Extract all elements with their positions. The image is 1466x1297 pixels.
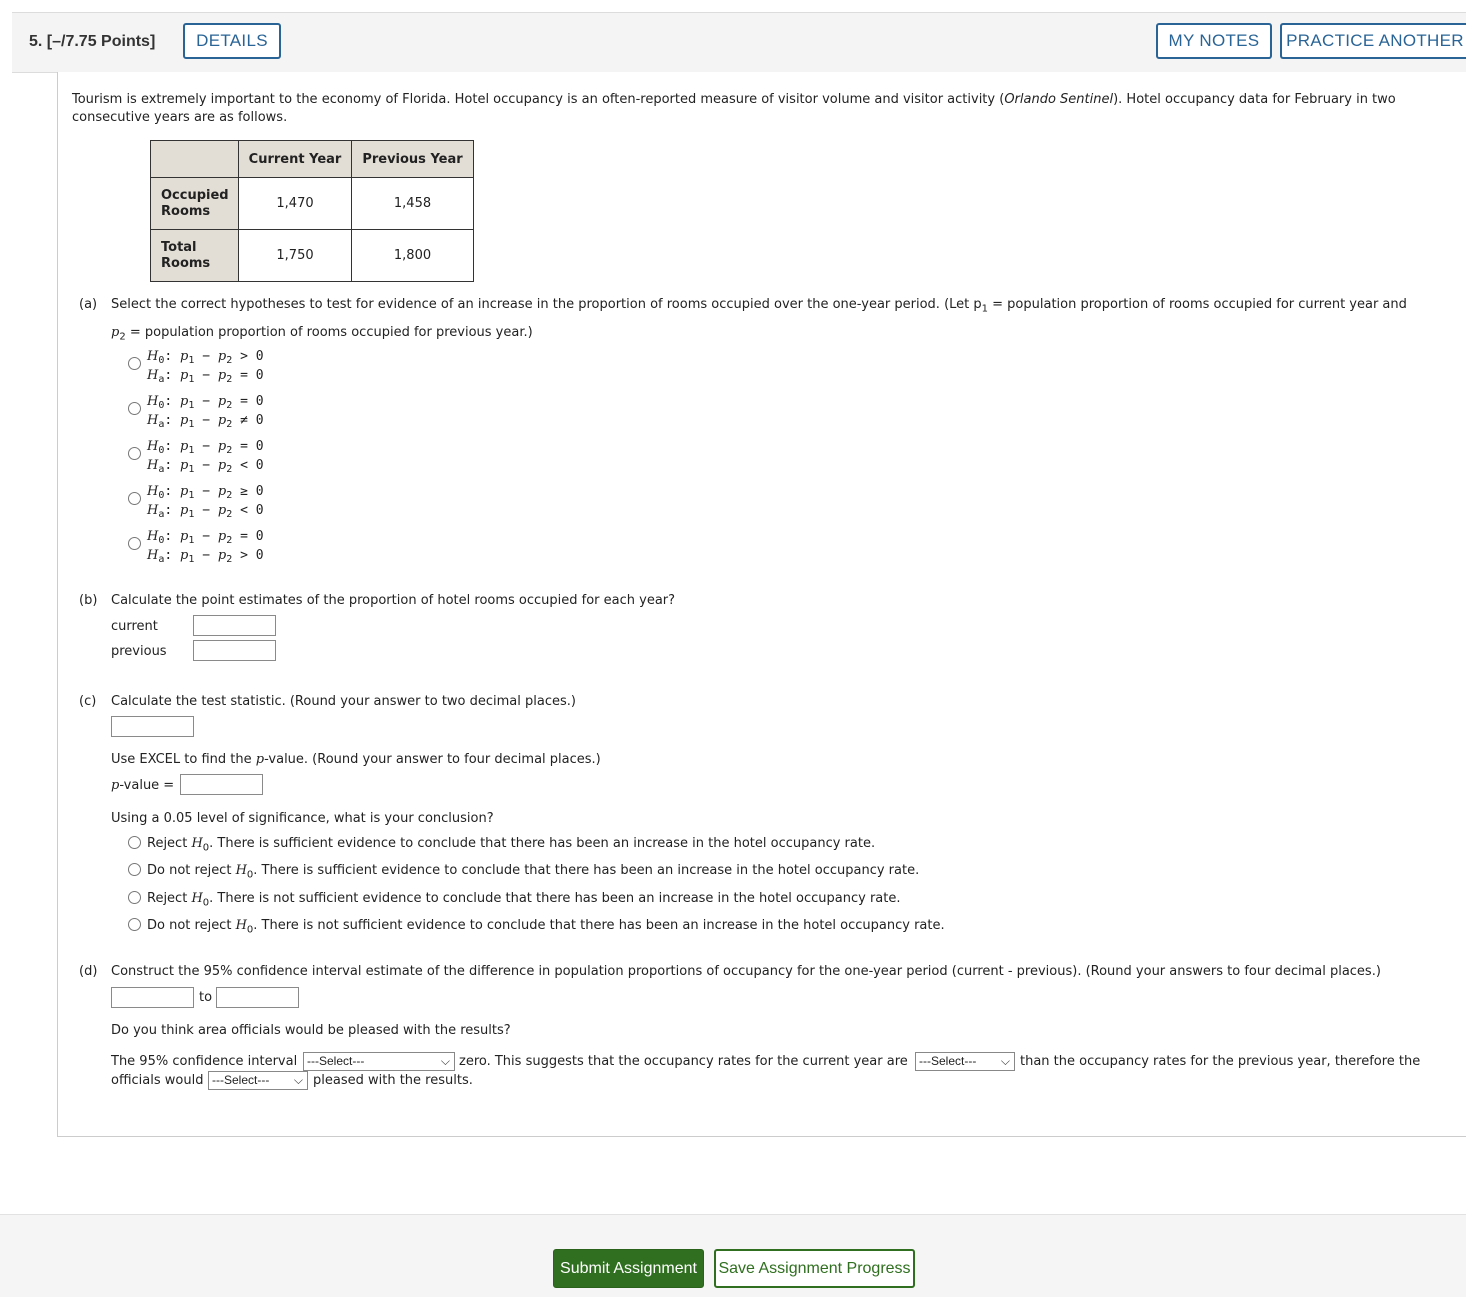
conclusion-option-4-radio[interactable] <box>128 918 141 931</box>
conclusion-question: Using a 0.05 level of significance, what is your conclusion? <box>111 811 494 826</box>
hypothesis-option-1-radio[interactable] <box>128 357 141 370</box>
officials-pleased-select[interactable]: ---Select--- ⌵ <box>208 1071 308 1090</box>
cell-total-current: 1,750 <box>239 230 352 282</box>
source-name: Orlando Sentinel <box>1004 92 1114 107</box>
test-statistic-input[interactable] <box>111 716 194 737</box>
sentence-part-4: officials would <box>111 1073 204 1088</box>
previous-label: previous <box>111 644 167 659</box>
current-estimate-input[interactable] <box>193 615 276 636</box>
practice-another-button[interactable]: PRACTICE ANOTHER <box>1280 23 1466 59</box>
table-corner <box>151 141 239 178</box>
part-a-label: (a) <box>79 297 98 312</box>
sentence-part-3: than the occupancy rates for the previous year, therefore the <box>1020 1054 1421 1069</box>
chevron-down-icon: ⌵ <box>1000 1054 1010 1068</box>
conclusion-option-2-radio[interactable] <box>128 863 141 876</box>
question-points-label: 5. [–/7.75 Points] <box>29 33 156 50</box>
question-header <box>12 12 1466 73</box>
row-label-total: Total Rooms <box>151 230 239 282</box>
hypothesis-option-5: $H_0$: $p_1 - p_2 = 0$ $H_a$: $p_1 - p_2 > 0$ <box>147 529 264 565</box>
part-c-label: (c) <box>79 694 97 709</box>
chevron-down-icon: ⌵ <box>293 1073 303 1087</box>
hypothesis-option-5-radio[interactable] <box>128 537 141 550</box>
current-label: current <box>111 619 158 634</box>
part-d-question: Construct the 95% confidence interval estimate of the difference in population proportions of occupancy for the one-year period (current - previous). (Round your answers to four decimal places.) <box>111 964 1381 979</box>
ci-to-label: to <box>199 990 213 1005</box>
ci-lower-input[interactable] <box>111 987 194 1008</box>
hypothesis-option-1: $H_0$: $p_1 - p_2 > 0$ $H_a$: $p_1 - p_2 = 0$ <box>147 349 264 385</box>
hypothesis-option-4: $H_0$: $p_1 - p_2 \ge 0$ $H_a$: $p_1 - p_2 < 0$ <box>147 484 264 520</box>
conclusion-option-3-radio[interactable] <box>128 891 141 904</box>
my-notes-button[interactable]: MY NOTES <box>1156 23 1272 59</box>
part-d-label: (d) <box>79 964 98 979</box>
submit-assignment-button[interactable]: Submit Assignment <box>553 1249 704 1288</box>
conclusion-option-3: Reject $H_0$. There is not sufficient evidence to conclude that there has been an increase in the hotel occupancy rate. <box>147 891 901 909</box>
sentence-part-5: pleased with the results. <box>313 1073 473 1088</box>
pleased-question: Do you think area officials would be pleased with the results? <box>111 1023 511 1038</box>
ci-position-select[interactable]: ---Select--- ⌵ <box>303 1052 455 1071</box>
cell-total-previous: 1,800 <box>352 230 474 282</box>
occupancy-comparison-select[interactable]: ---Select--- ⌵ <box>915 1052 1015 1071</box>
pvalue-prompt: Use EXCEL to find the p-value. (Round your answer to four decimal places.) <box>111 752 601 767</box>
hypothesis-option-3-radio[interactable] <box>128 447 141 460</box>
table-row <box>151 178 474 230</box>
hypothesis-option-4-radio[interactable] <box>128 492 141 505</box>
sentence-part-2: zero. This suggests that the occupancy rates for the current year are <box>459 1054 908 1069</box>
pvalue-input[interactable] <box>180 774 263 795</box>
chevron-down-icon: ⌵ <box>440 1054 450 1068</box>
occupancy-table <box>150 140 474 282</box>
part-c-question: Calculate the test statistic. (Round your answer to two decimal places.) <box>111 694 576 709</box>
cell-occupied-current: 1,470 <box>239 178 352 230</box>
ci-upper-input[interactable] <box>216 987 299 1008</box>
part-b-question: Calculate the point estimates of the proportion of hotel rooms occupied for each year? <box>111 593 676 608</box>
assignment-footer <box>0 1214 1466 1297</box>
conclusion-option-1-radio[interactable] <box>128 836 141 849</box>
conclusion-option-2: Do not reject $H_0$. There is sufficient evidence to conclude that there has been an increase in the hotel occupancy rate. <box>147 863 920 881</box>
hypothesis-option-2-radio[interactable] <box>128 402 141 415</box>
sentence-part-1: The 95% confidence interval <box>111 1054 298 1069</box>
row-label-occupied: Occupied Rooms <box>151 178 239 230</box>
pvalue-label: p-value = <box>111 778 175 793</box>
save-progress-button[interactable]: Save Assignment Progress <box>714 1249 915 1288</box>
col-header-previous: Previous Year <box>352 141 474 178</box>
conclusion-option-1: Reject $H_0$. There is sufficient evidence to conclude that there has been an increase in the hotel occupancy rate. <box>147 836 876 854</box>
conclusion-option-4: Do not reject $H_0$. There is not sufficient evidence to conclude that there has been an increase in the hotel occupancy rate. <box>147 918 945 936</box>
part-a-question: Select the correct hypotheses to test for evidence of an increase in the proportion of rooms occupied over the one-year period. (Let $p_1$ = population proportion of rooms occupied for current year and $p_2$ = population proportion of rooms occupied for previous year.) <box>111 297 1407 343</box>
hypothesis-option-2: $H_0$: $p_1 - p_2 = 0$ $H_a$: $p_1 - p_2 \ne 0$ <box>147 394 264 430</box>
cell-occupied-previous: 1,458 <box>352 178 474 230</box>
details-button[interactable]: DETAILS <box>183 23 281 59</box>
part-b-label: (b) <box>79 593 98 608</box>
hypothesis-option-3: $H_0$: $p_1 - p_2 = 0$ $H_a$: $p_1 - p_2 < 0$ <box>147 439 264 475</box>
previous-estimate-input[interactable] <box>193 640 276 661</box>
table-row <box>151 230 474 282</box>
intro-text: Tourism is extremely important to the economy of Florida. Hotel occupancy is an often-reported measure of visitor volume and visitor activity (Orlando Sentinel). Hotel occupancy data for February in two consecutive years are as follows. <box>72 92 1396 125</box>
col-header-current: Current Year <box>239 141 352 178</box>
